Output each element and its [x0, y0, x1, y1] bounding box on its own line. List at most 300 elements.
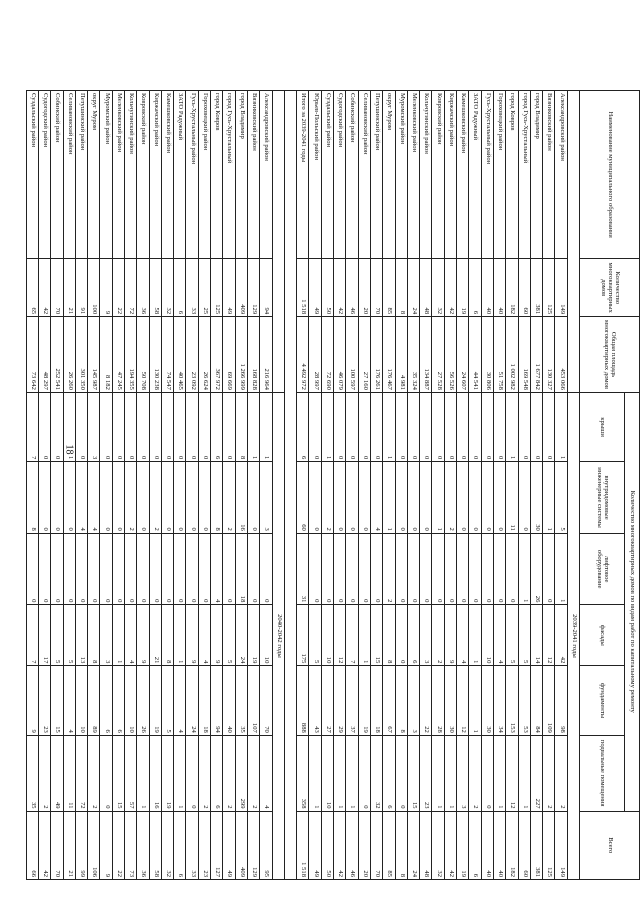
- row-value-cell: 6: [297, 392, 309, 461]
- row-value-cell: 32: [432, 811, 444, 879]
- row-value-cell: 26 260: [63, 317, 75, 393]
- header-basements: подвальные помещения: [580, 735, 625, 811]
- row-value-cell: 381: [530, 259, 542, 317]
- row-value-cell: 0: [174, 533, 186, 605]
- row-value-cell: 42: [38, 259, 50, 317]
- row-value-cell: 106: [88, 811, 100, 879]
- table-row: [543, 91, 555, 880]
- header-roofs: крыши: [580, 392, 625, 461]
- row-value-cell: 0: [161, 533, 173, 605]
- header-lift: лифтовое оборудование: [580, 533, 625, 605]
- row-value-cell: 0: [149, 533, 161, 605]
- row-value-cell: 15: [51, 666, 63, 735]
- row-value-cell: 40: [481, 811, 493, 879]
- row-value-cell: 0: [161, 392, 173, 461]
- table-row: [334, 91, 346, 880]
- row-value-cell: 4: [88, 462, 100, 534]
- row-value-cell: 125: [543, 811, 555, 879]
- row-name-cell: Селивановский район: [358, 91, 370, 259]
- row-value-cell: 28 997: [309, 317, 321, 393]
- row-value-cell: 8: [26, 462, 38, 534]
- row-name-cell: город Владимир: [530, 91, 542, 259]
- row-value-cell: 21: [149, 605, 161, 666]
- row-value-cell: 1: [469, 605, 481, 666]
- row-value-cell: 8: [211, 462, 223, 534]
- row-value-cell: 67: [383, 666, 395, 735]
- row-name-cell: Гусь-Хрустальный район: [481, 91, 493, 259]
- row-value-cell: 0: [174, 392, 186, 461]
- row-value-cell: 19: [457, 811, 469, 879]
- row-value-cell: 0: [223, 533, 235, 605]
- row-name-cell: Вязниковский район: [247, 91, 259, 259]
- row-name-cell: округ Муром: [383, 91, 395, 259]
- row-value-cell: 0: [346, 533, 358, 605]
- table-row: [186, 91, 198, 880]
- row-value-cell: 6: [469, 811, 481, 879]
- row-value-cell: 7: [26, 392, 38, 461]
- row-value-cell: 0: [186, 392, 198, 461]
- row-value-cell: 5: [51, 605, 63, 666]
- table-row: [161, 91, 173, 880]
- row-value-cell: 30: [481, 666, 493, 735]
- row-value-cell: 26: [530, 533, 542, 605]
- table-row: [26, 91, 38, 880]
- row-value-cell: 9: [100, 811, 112, 879]
- row-value-cell: 2: [321, 462, 333, 534]
- row-value-cell: 109: [543, 666, 555, 735]
- row-value-cell: 0: [395, 735, 407, 811]
- row-value-cell: 0: [543, 392, 555, 461]
- row-value-cell: 48 297: [38, 317, 50, 393]
- row-value-cell: 0: [38, 533, 50, 605]
- row-name-cell: Собинский район: [51, 91, 63, 259]
- header-foundations: фундаменты: [580, 666, 625, 735]
- row-value-cell: 6: [174, 811, 186, 879]
- row-value-cell: 3: [407, 666, 419, 735]
- row-value-cell: 1: [518, 735, 530, 811]
- table-row: [493, 91, 505, 880]
- row-value-cell: 70: [260, 666, 272, 735]
- row-name-cell: Киржачский район: [444, 91, 456, 259]
- row-value-cell: 19: [161, 735, 173, 811]
- row-value-cell: 15: [370, 605, 382, 666]
- table-row: [407, 91, 419, 880]
- table-row: [383, 91, 395, 880]
- row-value-cell: 49: [223, 811, 235, 879]
- row-value-cell: 12: [506, 735, 518, 811]
- row-value-cell: 149: [555, 811, 567, 879]
- row-value-cell: 0: [112, 392, 124, 461]
- table-row: [530, 91, 542, 880]
- row-value-cell: 32: [370, 735, 382, 811]
- row-value-cell: 26 624: [198, 317, 210, 393]
- row-value-cell: 1: [346, 735, 358, 811]
- row-value-cell: 6: [174, 259, 186, 317]
- row-value-cell: 0: [358, 533, 370, 605]
- row-value-cell: 60: [518, 811, 530, 879]
- row-value-cell: 4: [174, 666, 186, 735]
- row-value-cell: 0: [334, 392, 346, 461]
- row-value-cell: 176 467: [383, 317, 395, 393]
- row-value-cell: 72: [125, 259, 137, 317]
- row-value-cell: 0: [100, 392, 112, 461]
- row-value-cell: 2: [38, 735, 50, 811]
- row-value-cell: 2: [543, 735, 555, 811]
- row-value-cell: 0: [174, 462, 186, 534]
- row-value-cell: 0: [493, 533, 505, 605]
- row-value-cell: 1: [383, 462, 395, 534]
- row-name-cell: Суздальский район: [321, 91, 333, 259]
- row-value-cell: 48: [420, 811, 432, 879]
- row-value-cell: 1: [469, 666, 481, 735]
- row-value-cell: 0: [51, 533, 63, 605]
- row-value-cell: 5: [555, 462, 567, 534]
- row-value-cell: 194 355: [125, 317, 137, 393]
- row-value-cell: 3: [420, 605, 432, 666]
- header-area: Общая площадь многоквартирных домов: [580, 317, 640, 393]
- row-value-cell: 49: [223, 259, 235, 317]
- row-value-cell: 70: [51, 259, 63, 317]
- row-value-cell: 0: [334, 462, 346, 534]
- row-value-cell: 2: [198, 735, 210, 811]
- row-value-cell: 0: [198, 462, 210, 534]
- row-value-cell: 34: [493, 666, 505, 735]
- row-value-cell: 0: [432, 533, 444, 605]
- row-value-cell: 2: [88, 735, 100, 811]
- row-name-cell: город Владимир: [235, 91, 247, 259]
- row-name-cell: Гусь-Хрустальный район: [186, 91, 198, 259]
- row-value-cell: 36: [137, 811, 149, 879]
- row-value-cell: 4: [75, 462, 87, 534]
- row-value-cell: 168 828: [247, 317, 259, 393]
- row-value-cell: 2: [149, 462, 161, 534]
- row-value-cell: 0: [125, 392, 137, 461]
- row-value-cell: 40: [481, 259, 493, 317]
- row-value-cell: 1: [247, 392, 259, 461]
- row-value-cell: 84: [530, 666, 542, 735]
- row-value-cell: 40: [223, 666, 235, 735]
- row-value-cell: 3: [88, 392, 100, 461]
- row-value-cell: 32: [432, 259, 444, 317]
- row-value-cell: 125: [543, 259, 555, 317]
- row-value-cell: 1: [137, 735, 149, 811]
- row-value-cell: 48: [420, 259, 432, 317]
- row-value-cell: 2: [125, 462, 137, 534]
- row-value-cell: 95: [260, 811, 272, 879]
- row-value-cell: 14: [530, 605, 542, 666]
- row-value-cell: 1: [518, 533, 530, 605]
- table-row: [260, 91, 272, 880]
- row-value-cell: 0: [506, 533, 518, 605]
- row-value-cell: 9: [186, 605, 198, 666]
- row-value-cell: 30 806: [481, 317, 493, 393]
- row-value-cell: 24: [186, 666, 198, 735]
- row-name-cell: Гороховецкий район: [198, 91, 210, 259]
- row-value-cell: 98: [555, 666, 567, 735]
- row-value-cell: 0: [370, 533, 382, 605]
- row-name-cell: Муромский район: [100, 91, 112, 259]
- row-value-cell: 1: [383, 392, 395, 461]
- row-value-cell: 8: [161, 605, 173, 666]
- table-row: [88, 91, 100, 880]
- row-value-cell: 100 597: [346, 317, 358, 393]
- row-value-cell: 2: [469, 735, 481, 811]
- row-value-cell: 0: [395, 533, 407, 605]
- table-row: [469, 91, 481, 880]
- row-value-cell: 0: [420, 462, 432, 534]
- row-value-cell: 2: [444, 462, 456, 534]
- row-value-cell: 0: [518, 462, 530, 534]
- header-name: Наименование муниципального образования: [580, 91, 640, 259]
- row-name-cell: Собинский район: [346, 91, 358, 259]
- table-row: [223, 91, 235, 880]
- row-value-cell: 42: [38, 811, 50, 879]
- row-value-cell: 176 261: [370, 317, 382, 393]
- row-value-cell: 70: [51, 811, 63, 879]
- row-value-cell: 0: [309, 462, 321, 534]
- row-value-cell: 58: [149, 811, 161, 879]
- row-value-cell: 37: [346, 666, 358, 735]
- row-value-cell: 1: [444, 735, 456, 811]
- row-name-cell: ЗАТО Радужный: [469, 91, 481, 259]
- row-value-cell: 0: [481, 462, 493, 534]
- row-value-cell: 1 518: [297, 259, 309, 317]
- row-value-cell: 227: [530, 735, 542, 811]
- row-value-cell: 42: [444, 259, 456, 317]
- row-value-cell: 0: [63, 462, 75, 534]
- row-name-cell: Петушинский район: [370, 91, 382, 259]
- row-value-cell: 15: [407, 735, 419, 811]
- row-value-cell: 409: [235, 811, 247, 879]
- row-value-cell: 0: [137, 462, 149, 534]
- row-name-cell: Александровский район: [260, 91, 272, 259]
- row-value-cell: 0: [358, 462, 370, 534]
- row-value-cell: 149: [555, 259, 567, 317]
- row-value-cell: 4: [125, 605, 137, 666]
- header-total: Всего: [580, 811, 640, 879]
- row-value-cell: 6: [469, 259, 481, 317]
- row-value-cell: 4: [260, 735, 272, 811]
- row-value-cell: 1: [309, 735, 321, 811]
- row-value-cell: 24 607: [457, 317, 469, 393]
- row-value-cell: 11: [506, 462, 518, 534]
- row-value-cell: 42: [555, 605, 567, 666]
- row-name-cell: Меленковский район: [112, 91, 124, 259]
- row-value-cell: 23: [420, 735, 432, 811]
- row-value-cell: 0: [247, 533, 259, 605]
- row-value-cell: 0: [137, 392, 149, 461]
- row-value-cell: 358: [297, 735, 309, 811]
- row-value-cell: 65: [26, 259, 38, 317]
- row-value-cell: 0: [125, 533, 137, 605]
- row-value-cell: 19: [457, 259, 469, 317]
- row-value-cell: 2: [432, 605, 444, 666]
- row-value-cell: 4: [198, 605, 210, 666]
- row-value-cell: 2: [223, 462, 235, 534]
- row-value-cell: 0: [198, 533, 210, 605]
- table-row: [457, 91, 469, 880]
- row-value-cell: 9: [26, 666, 38, 735]
- row-value-cell: 125: [211, 259, 223, 317]
- row-value-cell: 0: [543, 533, 555, 605]
- row-value-cell: 169 548: [518, 317, 530, 393]
- row-value-cell: 8: [395, 259, 407, 317]
- row-value-cell: 1: [358, 605, 370, 666]
- row-value-cell: 16: [149, 735, 161, 811]
- section-title-empty: [567, 91, 579, 393]
- row-name-cell: ЗАТО Радужный: [174, 91, 186, 259]
- row-value-cell: 0: [38, 462, 50, 534]
- row-value-cell: 182: [506, 811, 518, 879]
- row-value-cell: 0: [346, 462, 358, 534]
- row-value-cell: 4 981: [395, 317, 407, 393]
- row-value-cell: 70: [370, 811, 382, 879]
- row-value-cell: 33: [186, 259, 198, 317]
- row-value-cell: 4 492 972: [297, 317, 309, 393]
- row-value-cell: 8: [383, 605, 395, 666]
- row-value-cell: 20: [358, 811, 370, 879]
- row-value-cell: 0: [518, 392, 530, 461]
- row-value-cell: 0: [186, 462, 198, 534]
- row-value-cell: 1: [432, 462, 444, 534]
- row-value-cell: 0: [309, 392, 321, 461]
- row-value-cell: 43: [309, 666, 321, 735]
- row-value-cell: 1 266 999: [235, 317, 247, 393]
- row-value-cell: 0: [51, 392, 63, 461]
- table-row: [420, 91, 432, 880]
- row-value-cell: 60: [518, 259, 530, 317]
- table-row: [309, 91, 321, 880]
- row-value-cell: 69 669: [223, 317, 235, 393]
- row-value-cell: 5: [161, 666, 173, 735]
- row-value-cell: 0: [137, 533, 149, 605]
- row-value-cell: 32: [161, 811, 173, 879]
- row-value-cell: 33: [186, 811, 198, 879]
- row-value-cell: 27 528: [432, 317, 444, 393]
- row-value-cell: 0: [186, 735, 198, 811]
- row-value-cell: 5: [506, 605, 518, 666]
- row-value-cell: 94: [260, 259, 272, 317]
- row-value-cell: 11: [63, 735, 75, 811]
- row-value-cell: 50: [321, 811, 333, 879]
- table-row: [211, 91, 223, 880]
- row-value-cell: 888: [297, 666, 309, 735]
- row-value-cell: 0: [457, 462, 469, 534]
- row-value-cell: 21: [63, 259, 75, 317]
- row-value-cell: 0: [469, 392, 481, 461]
- header-group-title: Количество многоквартирных домов по видам работ по капитальному ремонту: [625, 392, 640, 811]
- row-value-cell: 18: [235, 533, 247, 605]
- row-value-cell: 9: [211, 605, 223, 666]
- row-value-cell: 7: [26, 605, 38, 666]
- row-value-cell: 30: [530, 462, 542, 534]
- page-number: 18: [63, 444, 75, 455]
- row-value-cell: 2: [383, 533, 395, 605]
- row-value-cell: 27: [321, 666, 333, 735]
- row-value-cell: 73: [125, 811, 137, 879]
- row-value-cell: 134 887: [420, 317, 432, 393]
- row-value-cell: 72 690: [321, 317, 333, 393]
- row-value-cell: 8: [88, 605, 100, 666]
- row-value-cell: 7: [346, 605, 358, 666]
- row-value-cell: 0: [51, 462, 63, 534]
- table-row: [555, 91, 567, 880]
- section-spacer: [284, 91, 296, 880]
- row-value-cell: 58: [149, 259, 161, 317]
- table-row: [370, 91, 382, 880]
- row-value-cell: 74 547: [161, 317, 173, 393]
- row-value-cell: 0: [457, 533, 469, 605]
- row-value-cell: 0: [493, 392, 505, 461]
- row-value-cell: 0: [161, 462, 173, 534]
- row-name-cell: город Гусь-Хрустальный: [223, 91, 235, 259]
- row-value-cell: 0: [469, 533, 481, 605]
- row-value-cell: 42: [334, 811, 346, 879]
- row-value-cell: 36: [137, 259, 149, 317]
- row-value-cell: 3: [100, 605, 112, 666]
- table-row: [75, 91, 87, 880]
- row-value-cell: 94: [211, 666, 223, 735]
- row-value-cell: 8: [395, 666, 407, 735]
- row-value-cell: 6: [100, 666, 112, 735]
- row-value-cell: 1: [63, 392, 75, 461]
- row-value-cell: 10: [75, 666, 87, 735]
- row-value-cell: 89: [88, 666, 100, 735]
- row-value-cell: 0: [149, 392, 161, 461]
- row-value-cell: 12: [543, 605, 555, 666]
- row-value-cell: 40 465: [174, 317, 186, 393]
- row-value-cell: 0: [75, 392, 87, 461]
- row-value-cell: 4: [370, 462, 382, 534]
- row-value-cell: 4: [63, 666, 75, 735]
- row-value-cell: 44 541: [469, 317, 481, 393]
- row-value-cell: 57: [125, 735, 137, 811]
- row-value-cell: 22: [420, 666, 432, 735]
- row-value-cell: 8: [395, 811, 407, 879]
- row-value-cell: 216 964: [260, 317, 272, 393]
- row-value-cell: 3: [457, 735, 469, 811]
- row-value-cell: 22: [112, 259, 124, 317]
- row-name-cell: Гороховецкий район: [493, 91, 505, 259]
- row-value-cell: 9: [137, 605, 149, 666]
- row-value-cell: 28: [432, 666, 444, 735]
- section-title-row: [272, 91, 284, 880]
- row-value-cell: 0: [334, 533, 346, 605]
- table-row: [518, 91, 530, 880]
- row-value-cell: 6: [383, 735, 395, 811]
- row-name-cell: Вязниковский район: [543, 91, 555, 259]
- row-value-cell: 0: [395, 392, 407, 461]
- row-value-cell: 0: [358, 735, 370, 811]
- row-value-cell: 0: [100, 533, 112, 605]
- row-value-cell: 0: [309, 533, 321, 605]
- row-value-cell: 130 327: [543, 317, 555, 393]
- table-row: [51, 91, 63, 880]
- row-value-cell: 23 092: [186, 317, 198, 393]
- row-value-cell: 0: [100, 462, 112, 534]
- row-value-cell: 1: [506, 392, 518, 461]
- row-value-cell: 56 526: [444, 317, 456, 393]
- row-value-cell: 0: [38, 392, 50, 461]
- row-value-cell: 23: [198, 811, 210, 879]
- row-value-cell: 0: [186, 533, 198, 605]
- row-value-cell: 0: [395, 605, 407, 666]
- row-name-cell: Александровский район: [555, 91, 567, 259]
- row-name-cell: Петушинский район: [75, 91, 87, 259]
- table-row: [137, 91, 149, 880]
- row-name-cell: Камешковский район: [457, 91, 469, 259]
- row-value-cell: 1 002 982: [506, 317, 518, 393]
